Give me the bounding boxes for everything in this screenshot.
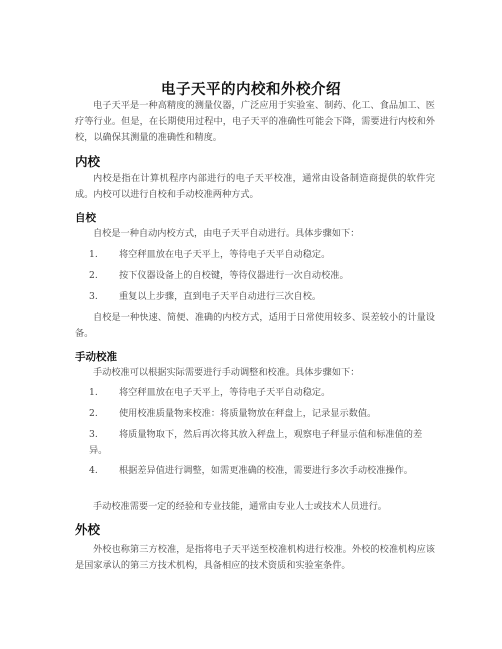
list-item [89,406,435,422]
list-item [89,268,435,284]
list-item-number: 2. [89,408,98,419]
external-desc-text: 外校也称第三方校准，是指将电子天平送至校准机构进行校准。外校的校准机构应该是国家承认的第三方技术机构，具备相应的技术资质和实验室条件。 [75,544,435,571]
section-heading-external: 外校 [75,522,101,537]
intro-text: 电子天平是一种高精度的测量仪器，广泛应用于实验室、制药、化工、食品加工、医疗等行业。但是，在长期使用过程中，电子天平的准确性可能会下降，需要进行内校和外校，以确保其测量的准确性和精度。 [75,100,435,143]
subsection-heading-manual: 手动校准 [75,351,117,363]
list-item-text: 将空秤皿放在电子天平上，等待电子天平自动稳定。 [119,249,331,260]
subsection-manual-heading-wrap [75,349,435,364]
list-item-text: 按下仪器设备上的自校键，等待仪器进行一次自动校准。 [119,270,349,281]
list-item-number: 2. [89,270,98,281]
list-item [89,427,435,459]
list-item [89,289,435,305]
document-title: 电子天平的内校和外校介绍 [161,82,341,98]
list-item [89,385,435,401]
list-item-text: 将质量物取下，然后再次将其放入秤盘上，观察电子秤显示值和标准值的差异。 [89,429,423,456]
manual-desc-paragraph [75,365,435,381]
auto-desc-paragraph [75,226,435,242]
list-item-number: 4. [89,465,98,476]
list-item-text: 将空秤皿放在电子天平上，等待电子天平自动稳定。 [119,387,331,398]
list-item-number: 1. [89,249,98,260]
list-item [89,247,435,263]
manual-note-text: 手动校准需要一定的经验和专业技能，通常由专业人士或技术人员进行。 [93,501,387,512]
internal-desc-paragraph [75,171,435,203]
section-heading-internal: 内校 [75,154,101,169]
list-item-text: 重复以上步骤，直到电子天平自动进行三次自校。 [119,291,322,302]
internal-desc-text: 内校是指在计算机程序内部进行的电子天平校准，通常由设备制造商提供的软件完成。内校可以进行自校和手动校准两种方式。 [75,173,435,200]
auto-note-text: 自校是一种快速、简便、准确的内校方式，适用于日常使用较多、误差较小的计量设备。 [75,312,435,339]
list-item-number: 3. [89,429,98,440]
subsection-auto-heading-wrap [75,210,435,225]
external-desc-paragraph [75,542,435,574]
intro-paragraph [75,98,435,146]
manual-desc-text: 手动校准可以根据实际需要进行手动调整和校准。具体步骤如下： [93,367,360,378]
list-item-number: 3. [89,291,98,302]
manual-note-paragraph [75,499,435,515]
auto-note-paragraph [75,310,435,342]
list-item-text: 使用校准质量物来校准：将质量物放在秤盘上，记录显示数值。 [119,408,377,419]
section-internal-heading-wrap [75,152,435,170]
list-item-number: 1. [89,387,98,398]
auto-desc-text: 自校是一种自动内校方式，由电子天平自动进行。具体步骤如下： [93,228,360,239]
subsection-heading-auto: 自校 [75,212,96,224]
list-item-text: 根据差异值进行调整，如需更准确的校准，需要进行多次手动校准操作。 [119,465,413,476]
section-external-heading-wrap [75,520,435,538]
list-item [89,463,435,479]
